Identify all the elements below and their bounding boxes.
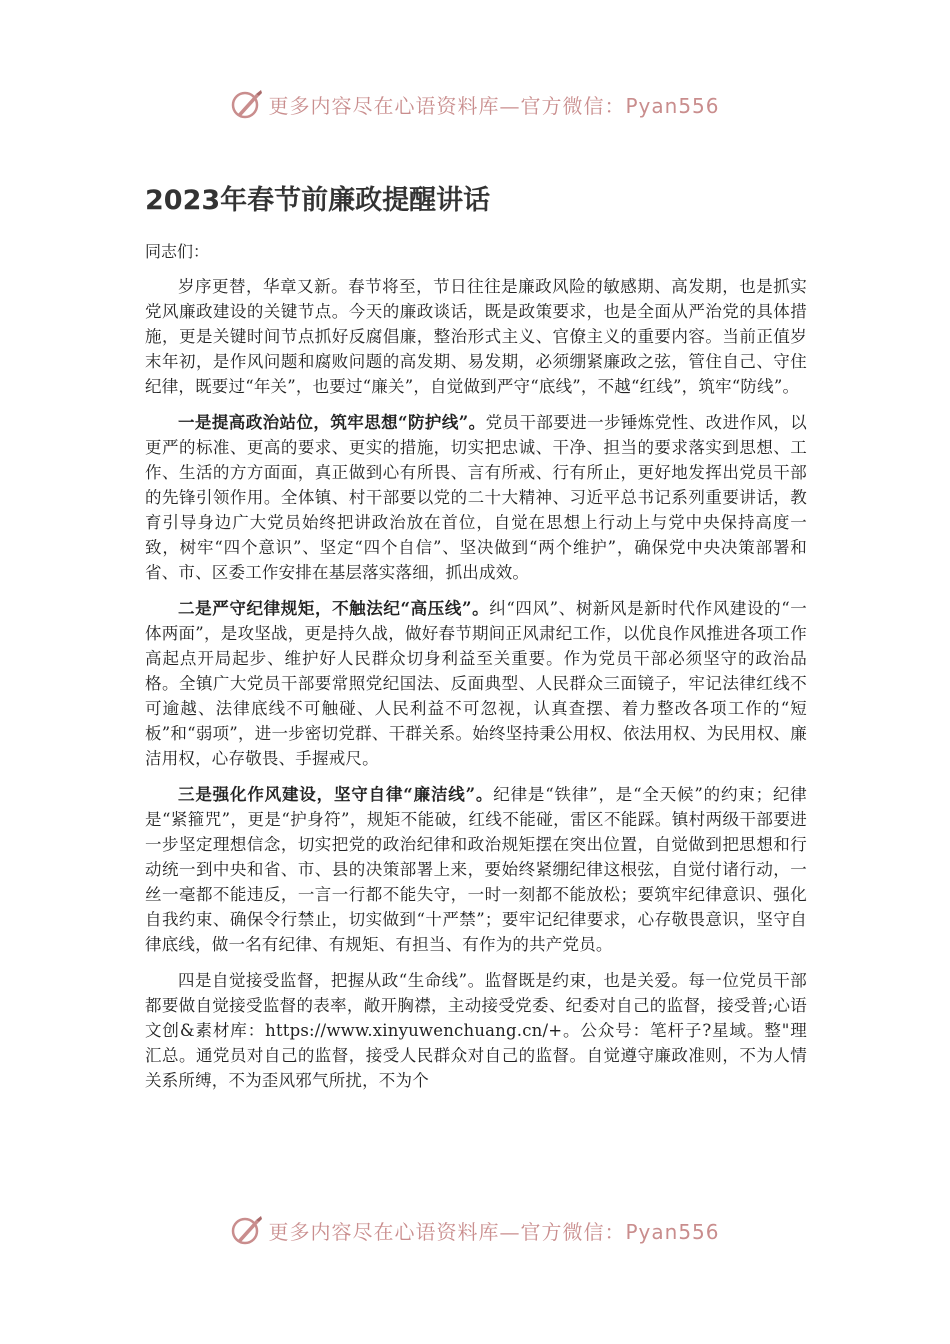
section-2-paragraph xyxy=(145,596,807,771)
section-3-body: 纪律是“铁律”，是“全天候”的约束；纪律是“紧箍咒”，更是“护身符”，规矩不能破，红线不能碰，雷区不能踩。镇村两级干部要进一步坚定理想信念，切实把党的政治纪律和政治规矩摆在突出位置，自觉做到把思想和行动统一到中央和省、市、县的决策部署上来，要始终紧绷纪律这根弦，自觉付诸行动，一丝一毫都不能违反，一言一行都不能失守，一时一刻都不能放松；要筑牢纪律意识、强化自我约束、确保令行禁止，切实做到“十严禁”；要牢记纪律要求，心存敬畏意识，坚守自律底线，做一名有纪律、有规矩、有担当、有作为的共产党员。 xyxy=(145,785,807,954)
header-watermark-banner xyxy=(0,84,950,124)
pen-logo-icon xyxy=(230,87,264,121)
section-1-body: 党员干部要进一步锤炼党性、改进作风，以更严的标准、更高的要求、更实的措施，切实把忠诚、干净、担当的要求落实到思想、工作、生活的方方面面，真正做到心有所畏、言有所戒、行有所止，更好地发挥出党员干部的先锋引领作用。全体镇、村干部要以党的二十大精神、习近平总书记系列重要讲话，教育引导身边广大党员始终把讲政治放在首位，自觉在思想上行动上与党中央保持高度一致，树牢“四个意识”、坚定“四个自信”、坚决做到“两个维护”，确保党中央决策部署和省、市、区委工作安排在基层落实落细，抓出成效。 xyxy=(145,413,807,582)
watermark-text: 更多内容尽在心语资料库—官方微信：Pyan556 xyxy=(268,1219,720,1244)
document-title: 2023年春节前廉政提醒讲话 xyxy=(145,185,491,216)
section-1-heading: 一是提高政治站位，筑牢思想“防护线”。 xyxy=(178,413,486,432)
section-1-paragraph xyxy=(145,410,807,585)
footer-watermark-banner xyxy=(0,1210,950,1250)
greeting: 同志们： xyxy=(145,242,210,261)
document-body xyxy=(145,170,807,1104)
intro-paragraph: 岁序更替，华章又新。春节将至，节日往往是廉政风险的敏感期、高发期，也是抓实党风廉政建设的关键节点。今天的廉政谈话，既是政策要求，也是全面从严治党的具体措施，更是关键时间节点抓好反腐倡廉，整治形式主义、官僚主义的重要内容。当前正值岁末年初，是作风问题和腐败问题的高发期、易发期，必须绷紧廉政之弦，管住自己、守住纪律，既要过“年关”，也要过“廉关”，自觉做到严守“底线”，不越“红线”，筑牢“防线”。 xyxy=(145,277,807,396)
section-3-heading: 三是强化作风建设，坚守自律“廉洁线”。 xyxy=(178,785,494,804)
section-2-heading: 二是严守纪律规矩，不触法纪“高压线”。 xyxy=(178,599,490,618)
section-4-paragraph: 四是自觉接受监督，把握从政“生命线”。监督既是约束，也是关爱。每一位党员干部都要做自觉接受监督的表率，敞开胸襟，主动接受党委、纪委对自己的监督，接受普;心语文创&素材库：https://www.xinyuwenchuang.cn/+。公众号：笔杆子?星域。整"理汇总。通党员对自己的监督，接受人民群众对自己的监督。自觉遵守廉政准则，不为人情关系所缚，不为歪风邪气所扰，不为个 xyxy=(145,971,807,1090)
section-2-body: 纠“四风”、树新风是新时代作风建设的“一体两面”，是攻坚战，更是持久战，做好春节期间正风肃纪工作，以优良作风推进各项工作高起点开局起步、维护好人民群众切身利益至关重要。作为党员干部必须坚守的政治品格。全镇广大党员干部要常照党纪国法、反面典型、人民群众三面镜子，牢记法律红线不可逾越、法律底线不可触碰、人民利益不可忽视，认真查摆、着力整改各项工作的“短板”和“弱项”，进一步密切党群、干群关系。始终坚持秉公用权、依法用权、为民用权、廉洁用权，心存敬畏、手握戒尺。 xyxy=(145,599,807,768)
watermark-text: 更多内容尽在心语资料库—官方微信：Pyan556 xyxy=(268,93,720,118)
section-3-paragraph xyxy=(145,782,807,957)
pen-logo-icon xyxy=(230,1213,264,1247)
